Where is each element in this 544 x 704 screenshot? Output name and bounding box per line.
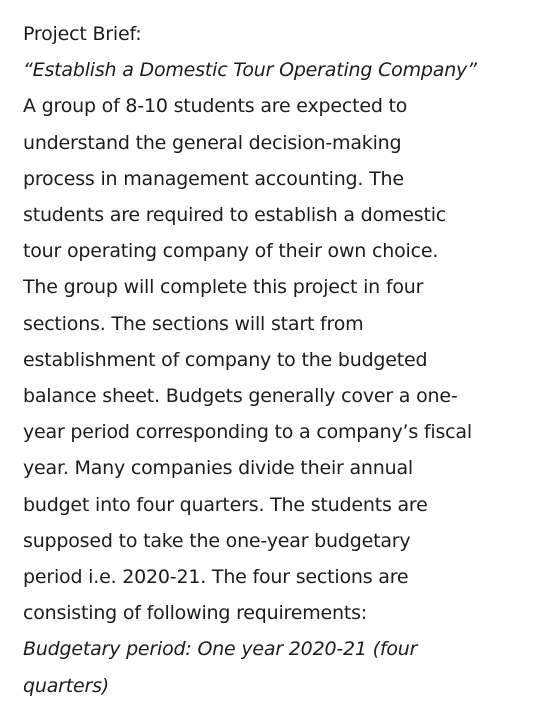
body-line: balance sheet. Budgets generally cover a one- bbox=[23, 385, 458, 408]
body-line: process in management accounting. The bbox=[23, 167, 404, 190]
body-line: year. Many companies divide their annual bbox=[23, 457, 413, 480]
budgetary-period-line: quarters) bbox=[23, 674, 110, 697]
body-line: tour operating company of their own choice. bbox=[23, 240, 439, 263]
body-line: understand the general decision-making bbox=[23, 131, 402, 154]
body-line: A group of 8-10 students are expected to bbox=[23, 95, 408, 118]
body-line: period i.e. 2020-21. The four sections are bbox=[23, 566, 409, 589]
body-line: sections. The sections will start from bbox=[23, 312, 364, 335]
body-line: year period corresponding to a company’s fiscal bbox=[23, 421, 472, 444]
body-line: The group will complete this project in four bbox=[23, 276, 424, 299]
heading: Project Brief: bbox=[23, 23, 142, 45]
body-line: supposed to take the one-year budgetary bbox=[23, 529, 411, 552]
budgetary-period-line: Budgetary period: One year 2020-21 (four bbox=[23, 638, 418, 661]
project-title: “Establish a Domestic Tour Operating Company” bbox=[23, 59, 477, 82]
body-line: budget into four quarters. The students are bbox=[23, 493, 428, 516]
body-line: students are required to establish a domestic bbox=[23, 204, 447, 227]
project-brief-document bbox=[23, 16, 523, 704]
body-line: consisting of following requirements: bbox=[23, 602, 368, 625]
body-line: establishment of company to the budgeted bbox=[23, 348, 428, 371]
